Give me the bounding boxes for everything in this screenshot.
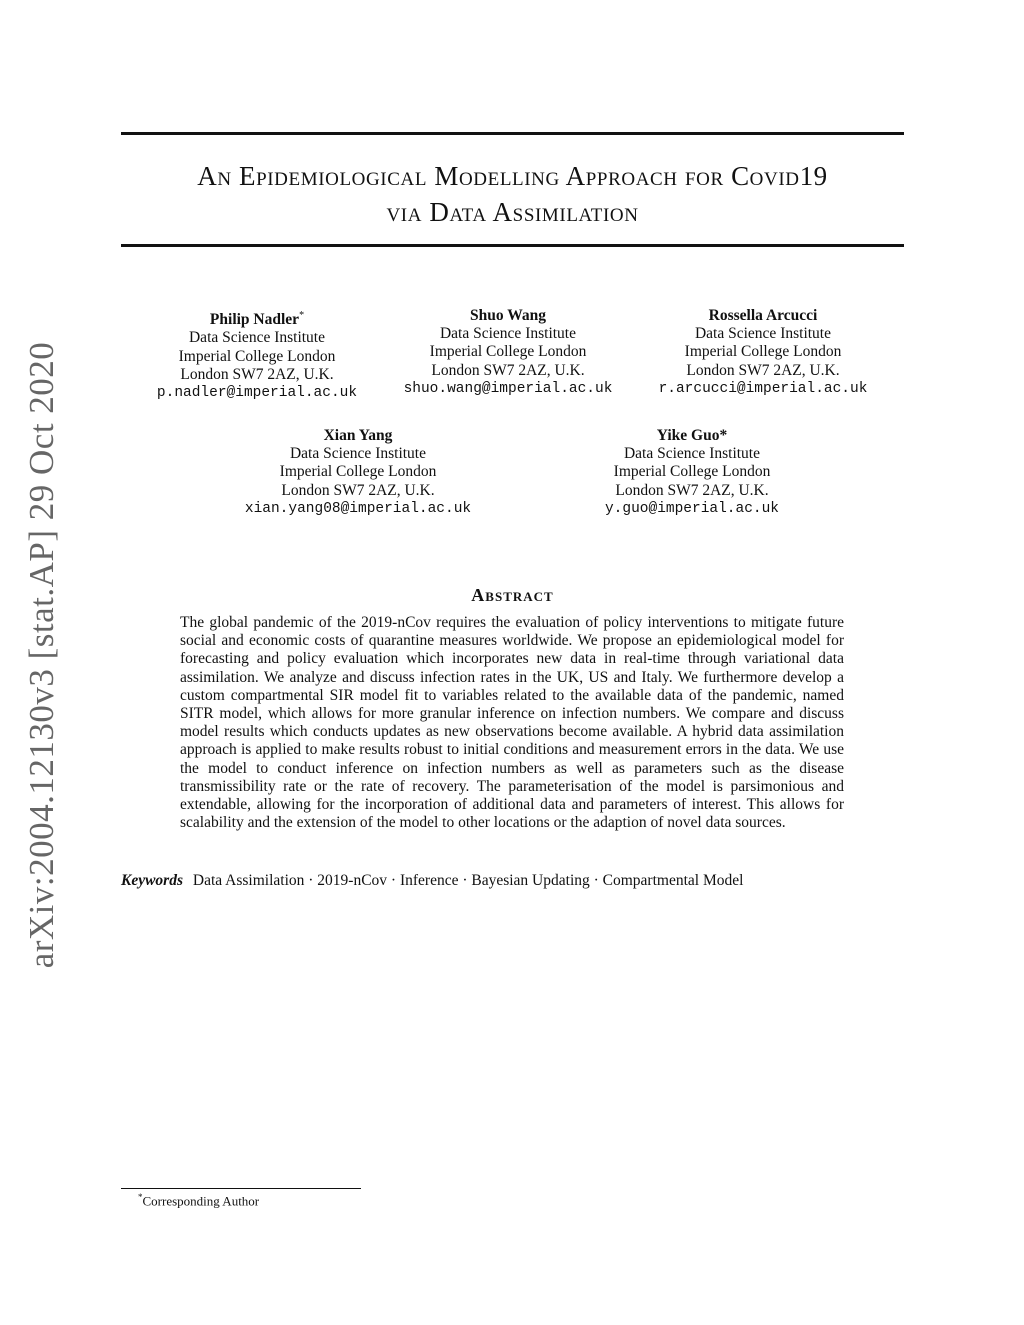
author-dept: Data Science Institute: [623, 445, 760, 463]
author-block: [404, 307, 613, 398]
author-block: [245, 427, 471, 518]
author-dept: Data Science Institute: [694, 325, 831, 343]
abstract-heading: Abstract: [471, 585, 554, 605]
corresponding-mark: *: [299, 310, 305, 321]
footnote-text: Corresponding Author: [142, 1193, 260, 1209]
footnote-mark: *: [138, 1192, 143, 1202]
author-name: Philip Nadler*: [209, 310, 305, 329]
author-address: London SW7 2AZ, U.K.: [431, 361, 585, 379]
paper-title: [121, 158, 904, 230]
author-dept: Data Science Institute: [439, 325, 576, 343]
author-org: Imperial College London: [429, 343, 587, 361]
author-email[interactable]: xian.yang08@imperial.ac.uk: [244, 500, 472, 517]
author-block: [157, 307, 357, 402]
author-name: Rossella Arcucci: [708, 307, 818, 324]
author-block: [659, 307, 868, 398]
author-email[interactable]: p.nadler@imperial.ac.uk: [156, 384, 358, 401]
title-bottom-rule: [121, 244, 904, 247]
author-org: Imperial College London: [279, 463, 437, 481]
author-address: London SW7 2AZ, U.K.: [615, 481, 769, 499]
title-top-rule: [121, 132, 904, 135]
keywords-list: Data Assimilation · 2019-nCov · Inference · Bayesian Updating · Compartmental Model: [192, 872, 744, 889]
author-dept: Data Science Institute: [188, 329, 326, 347]
author-address: London SW7 2AZ, U.K.: [686, 361, 840, 379]
keywords-label: Keywords: [121, 872, 183, 889]
arxiv-identifier: arXiv:2004.12130v3 [stat.AP] 29 Oct 2020: [22, 341, 61, 969]
author-dept: Data Science Institute: [289, 445, 426, 463]
abstract-text: The global pandemic of the 2019-nCov requires the evaluation of policy interventions to mitigate future social and economic costs of quarantine measures worldwide. We propose an epidemiological model for forecasting and policy evaluation which incorporates new data in real-time through variational data assimilation. We analyze and discuss infection rates in the UK, US and Italy. We furthermore develop a custom compartmental SIR model fit to variables related to the available data of the pandemic, named SITR model, which allows for more granular inference on infection numbers. We compare and discuss model results which conducts updates as new observations become available. A hybrid data assimilation approach is applied to make results robust to initial conditions and measurement errors in the data. We use the model to conduct inference on infection numbers as well as parameters such as the disease transmissibility rate or the rate of recovery. The parameterisation of the model is parsimonious and extendable, allowing for the incorporation of additional data and parameters of interest. This allows for scalability and the extension of the model to other locations or the adaption of novel data sources.: [180, 614, 844, 832]
title-line-2: via Data Assimilation: [386, 197, 639, 227]
author-name: Xian Yang: [323, 427, 393, 444]
author-email[interactable]: y.guo@imperial.ac.uk: [604, 500, 780, 517]
author-email[interactable]: r.arcucci@imperial.ac.uk: [658, 380, 868, 397]
keywords-line: [121, 872, 743, 890]
title-line-1: An Epidemiological Modelling Approach for Covid19: [197, 161, 828, 191]
author-address: London SW7 2AZ, U.K.: [281, 481, 435, 499]
author-org: Imperial College London: [613, 463, 771, 481]
author-address: London SW7 2AZ, U.K.: [180, 365, 334, 383]
author-org: Imperial College London: [684, 343, 842, 361]
author-block: [605, 427, 779, 518]
author-name: Yike Guo*: [656, 427, 728, 444]
author-email[interactable]: shuo.wang@imperial.ac.uk: [403, 380, 613, 397]
footnote: [138, 1192, 259, 1209]
footnote-rule: [121, 1188, 361, 1189]
author-name: Shuo Wang: [470, 307, 546, 324]
author-org: Imperial College London: [178, 347, 336, 365]
